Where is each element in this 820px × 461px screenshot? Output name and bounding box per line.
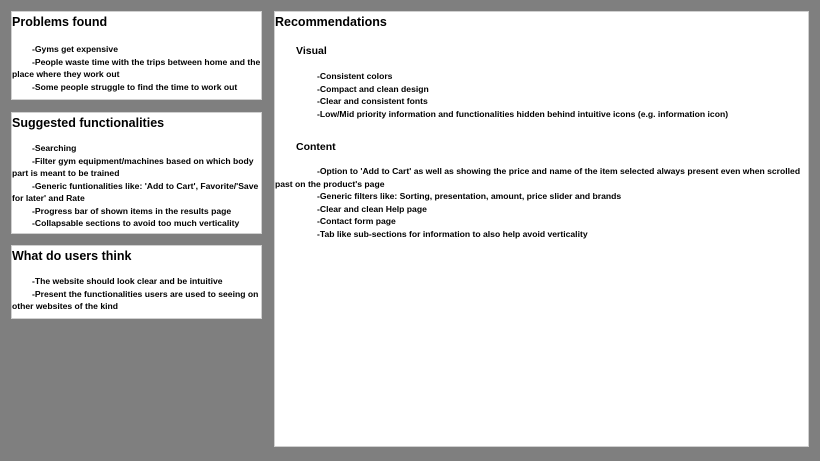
functionalities-title: Suggested functionalities — [12, 116, 165, 130]
list-item: -Generic filters like: Sorting, presentation, amount, price slider and brands — [317, 191, 622, 201]
list-item: -Clear and clean Help page — [317, 203, 427, 214]
list-item: -Consistent colors — [317, 71, 393, 81]
list-item: -Low/Mid priority information and functionalities hidden behind intuitive icons (e.g. information icon) — [317, 108, 729, 119]
functionalities-panel — [11, 112, 262, 234]
list-item: -Collapsable sections to avoid too much verticality — [32, 218, 240, 228]
problems-list — [12, 43, 261, 93]
visual-subtitle: Visual — [296, 45, 327, 57]
list-item: -Some people struggle to find the time to work out — [32, 81, 238, 92]
list-item: -Compact and clean design — [317, 83, 429, 94]
users-list — [12, 275, 261, 313]
visual-list — [275, 70, 808, 120]
users-panel — [11, 245, 262, 319]
users-title: What do users think — [12, 249, 132, 263]
recommendations-title: Recommendations — [275, 15, 387, 29]
content-list — [275, 165, 808, 240]
list-item: -People waste time with the trips between home and the place where they work out — [12, 56, 261, 79]
list-item: -The website should look clear and be intuitive — [32, 276, 223, 286]
recommendations-panel — [274, 11, 809, 447]
problems-title: Problems found — [12, 15, 108, 29]
list-item: -Progress bar of shown items in the results page — [32, 205, 232, 216]
list-item: -Searching — [32, 143, 77, 153]
content-subtitle: Content — [296, 141, 336, 153]
list-item: -Filter gym equipment/machines based on which body part is meant to be trained — [12, 155, 254, 178]
list-item: -Contact form page — [317, 216, 396, 226]
list-item: -Clear and consistent fonts — [317, 96, 428, 106]
list-item: -Generic funtionalities like: 'Add to Cart', Favorite/'Save for later' and Rate — [12, 180, 259, 203]
problems-panel — [11, 11, 262, 100]
list-item: -Present the functionalities users are used to seeing on other websites of the kind — [12, 288, 259, 311]
list-item: -Tab like sub-sections for information to also help avoid verticality — [317, 228, 588, 239]
list-item: -Option to 'Add to Cart' as well as showing the price and name of the item selected always present even when scrolled past on the product's page — [275, 166, 801, 189]
list-item: -Gyms get expensive — [32, 44, 118, 54]
functionalities-list — [12, 142, 261, 230]
